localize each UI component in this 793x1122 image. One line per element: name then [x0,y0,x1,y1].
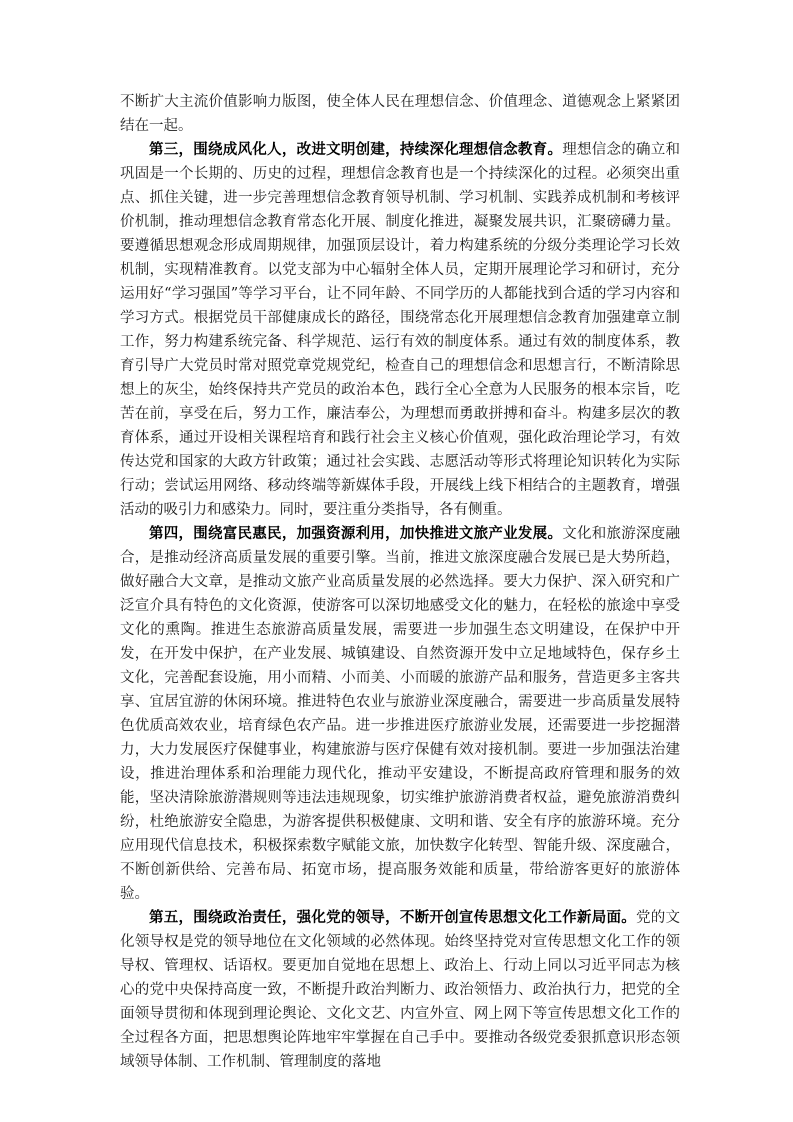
paragraph-body: 不断扩大主流价值影响力版图，使全体人民在理想信念、价值理念、道德观念上紧紧团结在一起。 [120,94,680,134]
paragraph-heading: 第五，围绕政治责任，强化党的领导，不断开创宣传思想文化工作新局面。 [149,909,636,926]
paragraph-body: 党的文化领导权是党的领导地位在文化领域的必然体现。始终坚持党对宣传思想文化工作的领导权、管理权、话语权。要更加自觉地在思想上、政治上、行动上同以习近平同志为核心的党中央保持高度一致，不断提升政治判断力、政治领悟力、政治执行力，把党的全面领导贯彻和体现到理论舆论、文化文艺、内宣外宣、网上网下等宣传思想文化工作的全过程各方面，把思想舆论阵地牢牢掌握在自己手中。要推动各级党委狠抓意识形态领域领导体制、工作机制、管理制度的落地 [120,910,680,1070]
paragraph-intro-continuation [120,90,680,138]
paragraph-heading: 第三，围绕成风化人，改进文明创建，持续深化理想信念教育。 [149,141,563,158]
paragraph-third-point [120,138,680,522]
document-page [120,90,680,1074]
paragraph-fourth-point [120,522,680,906]
paragraph-body: 文化和旅游深度融合，是推动经济高质量发展的重要引擎。当前，推进文旅深度融合发展已是大势所趋，做好融合大文章，是推动文旅产业高质量发展的必然选择。要大力保护、深入研究和广泛宣介具有特色的文化资源，使游客可以深切地感受文化的魅力，在轻松的旅途中享受文化的熏陶。推进生态旅游高质量发展，需要进一步加强生态文明建设，在保护中开发，在开发中保护，在产业发展、城镇建设、自然资源开发中立足地域特色，保存乡土文化，完善配套设施，用小而精、小而美、小而暖的旅游产品和服务，营造更多主客共享、宜居宜游的休闲环境。推进特色农业与旅游业深度融合，需要进一步高质量发展特色优质高效农业，培育绿色农产品。进一步推进医疗旅游业发展，还需要进一步挖掘潜力，大力发展医疗保健事业，构建旅游与医疗保健有效对接机制。要进一步加强法治建设，推进治理体系和治理能力现代化，推动平安建设，不断提高政府管理和服务的效能，坚决清除旅游潜规则等违法违规现象，切实维护旅游消费者权益，避免旅游消费纠纷，杜绝旅游安全隐患，为游客提供积极健康、文明和谐、安全有序的旅游环境。充分应用现代信息技术，积极探索数字赋能文旅，加快数字化转型、智能升级、深度融合，不断创新供给、完善布局、拓宽市场，提高服务效能和质量，带给游客更好的旅游体验。 [120,526,681,902]
paragraph-body: 理想信念的确立和巩固是一个长期的、历史的过程，理想信念教育也是一个持续深化的过程。必须突出重点、抓住关键，进一步完善理想信念教育领导机制、学习机制、实践养成机制和考核评价机制，推动理想信念教育常态化开展、制度化推进，凝聚发展共识，汇聚磅礴力量。要遵循思想观念形成周期规律，加强顶层设计，着力构建系统的分级分类理论学习长效机制，实现精准教育。以党支部为中心辐射全体人员，定期开展理论学习和研讨，充分运用好“学习强国”等学习平台，让不同年龄、不同学历的人都能找到合适的学习内容和学习方式。根据党员干部健康成长的路径，围绕常态化开展理想信念教育加强建章立制工作，努力构建系统完备、科学规范、运行有效的制度体系。通过有效的制度体系，教育引导广大党员时常对照党章党规党纪，检查自己的理想信念和思想言行，不断清除思想上的灰尘，始终保持共产党员的政治本色，践行全心全意为人民服务的根本宗旨，吃苦在前，享受在后，努力工作，廉洁奉公，为理想而勇敢拼搏和奋斗。构建多层次的教育体系，通过开设相关课程培育和践行社会主义核心价值观，强化政治理论学习，有效传达党和国家的大政方针政策；通过社会实践、志愿活动等形式将理论知识转化为实际行动；尝试运用网络、移动终端等新媒体手段，开展线上线下相结合的主题教育，增强活动的吸引力和感染力。同时，要注重分类指导，各有侧重。 [120,142,681,518]
paragraph-heading: 第四，围绕富民惠民，加强资源利用，加快推进文旅产业发展。 [149,525,563,542]
paragraph-fifth-point [120,906,680,1074]
